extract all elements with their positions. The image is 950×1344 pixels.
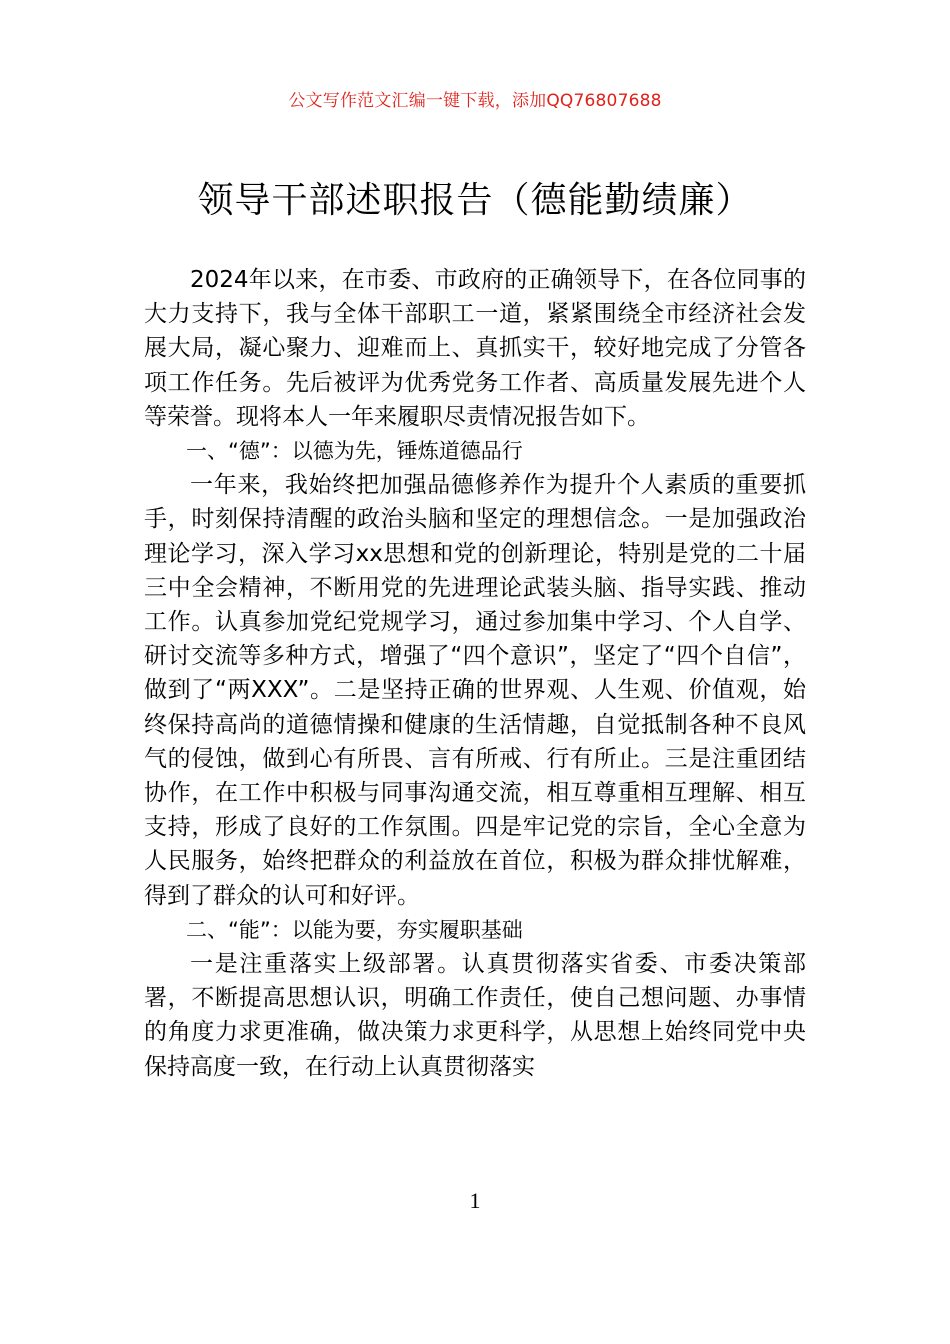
body-paragraph: 一年来，我始终把加强品德修养作为提升个人素质的重要抓手，时刻保持清醒的政治头脑和坚定的理想信念。一是加强政治理论学习，深入学习xx思想和党的创新理论，特别是党的二十届三中全会精神，不断用党的先进理论武装头脑、指导实践、推动工作。认真参加党纪党规学习，通过参加集中学习、个人自学、研讨交流等多种方式，增强了“四个意识”，坚定了“四个自信”，做到了“两XXX”。二是坚持正确的世界观、人生观、价值观，始终保持高尚的道德情操和健康的生活情趣，自觉抵制各种不良风气的侵蚀，做到心有所畏、言有所戒、行有所止。三是注重团结协作，在工作中积极与同事沟通交流，相互尊重相互理解、相互支持，形成了良好的工作氛围。四是牢记党的宗旨，全心全意为人民服务，始终把群众的利益放在首位，积极为群众排忧解难，得到了群众的认可和好评。 — [144, 472, 806, 909]
section-heading-neng: 二、“能”：以能为要，夯实履职基础 — [186, 917, 523, 942]
body-paragraph: 一是注重落实上级部署。认真贯彻落实省委、市委决策部署，不断提高思想认识，明确工作责任，使自己想问题、办事情的角度力求更准确，做决策力求更科学，从思想上始终同党中央保持高度一致，在行动上认真贯彻落实 — [144, 951, 806, 1080]
section-heading-de: 一、“德”：以德为先，锤炼道德品行 — [186, 439, 523, 464]
page-title: 领导干部述职报告（德能勤绩廉） — [197, 180, 753, 221]
page-number: 1 — [469, 1188, 481, 1213]
report-body — [144, 263, 806, 1084]
download-banner: 公文写作范文汇编一键下载，添加QQ76807688 — [288, 91, 662, 111]
intro-paragraph: 2024年以来，在市委、市政府的正确领导下，在各位同事的大力支持下，我与全体干部职工一道，紧紧围绕全市经济社会发展大局，凝心聚力、迎难而上、真抓实干，较好地完成了分管各项工作任务。先后被评为优秀党务工作者、高质量发展先进个人等荣誉。现将本人一年来履职尽责情况报告如下。 — [144, 267, 806, 430]
